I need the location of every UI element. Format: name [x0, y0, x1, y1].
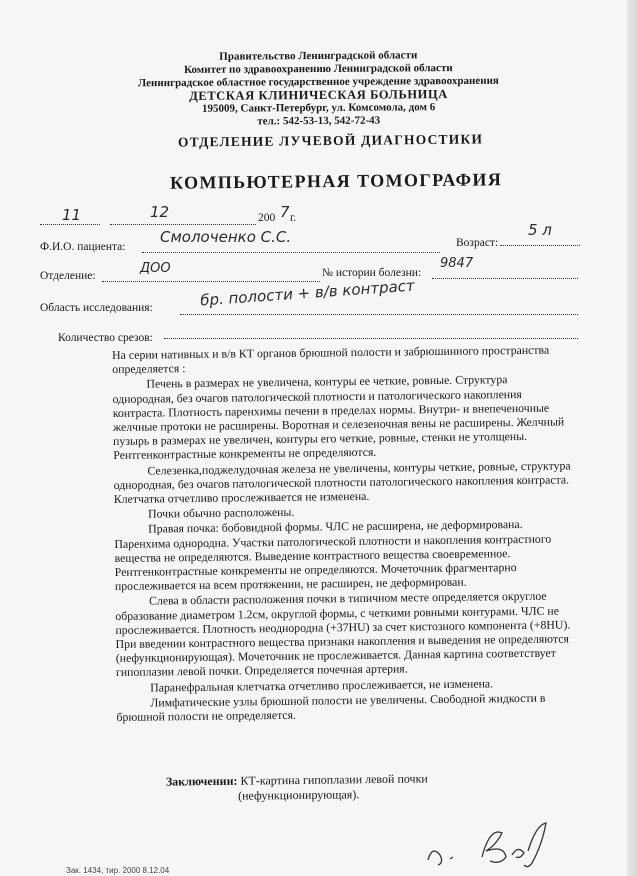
patient-name: Смолоченко С.С. [160, 228, 292, 246]
department-title: ОТДЕЛЕНИЕ ЛУЧЕВОЙ ДИАГНОСТИКИ [177, 131, 484, 150]
print-footer: Зак. 1434, тир. 2000 8.12.04 [66, 866, 170, 875]
report-lymph-nodes: Лимфатические узлы брюшной полости не увеличены. Свободной жидкости в брюшной полости не определяется. [116, 690, 546, 725]
date-month-line [110, 224, 256, 225]
history-number: 9847 [440, 256, 474, 271]
age-value: 5 л [528, 221, 552, 239]
report-intro: На серии нативных и в/в КТ органов брюшной полости и забрюшинного пространства определяется : [112, 342, 550, 377]
patient-line [142, 252, 440, 253]
conclusion-label: Заключении: [165, 773, 238, 789]
date-year-suffix: г. [290, 212, 297, 224]
area-value: бр. полости + в/в контраст [199, 276, 416, 310]
age-label: Возраст: [456, 237, 499, 249]
date-day: 11 [62, 206, 82, 224]
conclusion [166, 771, 428, 804]
date-month: 12 [150, 203, 170, 221]
conclusion-text-1: КТ-картина гипоплазии левой почки [240, 771, 428, 788]
header-line-committee: Комитет по здравоохранению Ленинградской области [184, 62, 453, 76]
history-line [432, 278, 578, 279]
date-year-digit: 7 [280, 203, 290, 221]
header-line-institution: Ленинградское областное государственное учреждение здравоохранения [137, 74, 499, 90]
report-liver: Печень в размерах не увеличена, контуры ее четкие, ровные. Структура однородная, без очагов патологической плотности и патологического накопления контраста. Плотность паренхимы печени в пределах нормы. Внутри- и внепеченочные желчные протоки не расширены. Воротная и селезеночная вены не расширены. Желчный пузырь в размерах не увеличен, контуры его четкие, ровные, стенки не утолщены. Рентгенконтрастные конкременты не определяются. [112, 372, 565, 463]
doctor-signature [420, 815, 560, 875]
scan-edge [627, 0, 637, 876]
conclusion-text-2: (нефункционирующая). [238, 787, 360, 803]
header-hospital-name: ДЕТСКАЯ КЛИНИЧЕСКАЯ БОЛЬНИЦА [189, 87, 448, 103]
report-kidneys-position: Почки обычно расположены. [147, 505, 295, 521]
area-line [180, 314, 578, 315]
report-right-kidney: Правая почка: бобовидной формы. ЧЛС не расширена, не деформирована. Паренхима однородна. Участки патологической плотности и накопления контрастного вещества не определяются. Выведение контрастного вещества своевременное. Рентгенконтрастные конкременты не определяются. Мочеточник фрагментарно прослеживается на всем протяжении, не расширен, не деформирован. [114, 517, 552, 594]
report-left-kidney: Слева в области расположения почки в типичном месте определяется округлое образование диаметром 1.2см, округлой формы, с четкими ровными контурами. ЧЛС не прослеживается. Плотность неоднородна (+37HU) за счет кистозного компонента (+8HU). При введении контрастного вещества признаки накопления и выведения не определяются (нефункционирующая). Мочеточник не прослеживается. Данная картина соответствует гипоплазии левой почки. Определяется почечная артерия. [115, 589, 571, 680]
ward-line [102, 281, 320, 282]
header-phone: тел.: 542-53-13, 542-72-43 [257, 114, 381, 128]
slices-label: Количество срезов: [58, 332, 153, 344]
letterhead [0, 48, 637, 130]
patient-label: Ф.И.О. пациента: [40, 241, 126, 253]
report-body [112, 342, 575, 725]
slices-line [164, 338, 578, 339]
header-address: 195009, Санкт-Петербург, ул. Комсомола, дом 6 [201, 101, 436, 115]
ward-value: ДОО [140, 261, 171, 276]
area-label: Область исследования: [40, 302, 153, 314]
report-paranephric: Паранефральная клетчатка отчетливо прослеживается, не изменена. [150, 676, 494, 695]
report-spleen-pancreas: Селезенка,поджелудочная железа не увеличены, контуры четкие, ровные, структура однородная, без очагов патологической плотности патологического накопления контраста. Клетчатка отчетливо прослеживается не изменена. [113, 458, 571, 507]
ward-label: Отделение: [40, 270, 96, 282]
age-line [500, 245, 580, 246]
header-line-government: Правительство Ленинградской области [219, 49, 418, 63]
date-day-line [40, 224, 100, 225]
document-title: КОМПЬЮТЕРНАЯ ТОМОГРАФИЯ [169, 169, 503, 193]
history-label: № истории болезни: [322, 267, 422, 279]
date-year-prefix: 200 [258, 212, 276, 224]
